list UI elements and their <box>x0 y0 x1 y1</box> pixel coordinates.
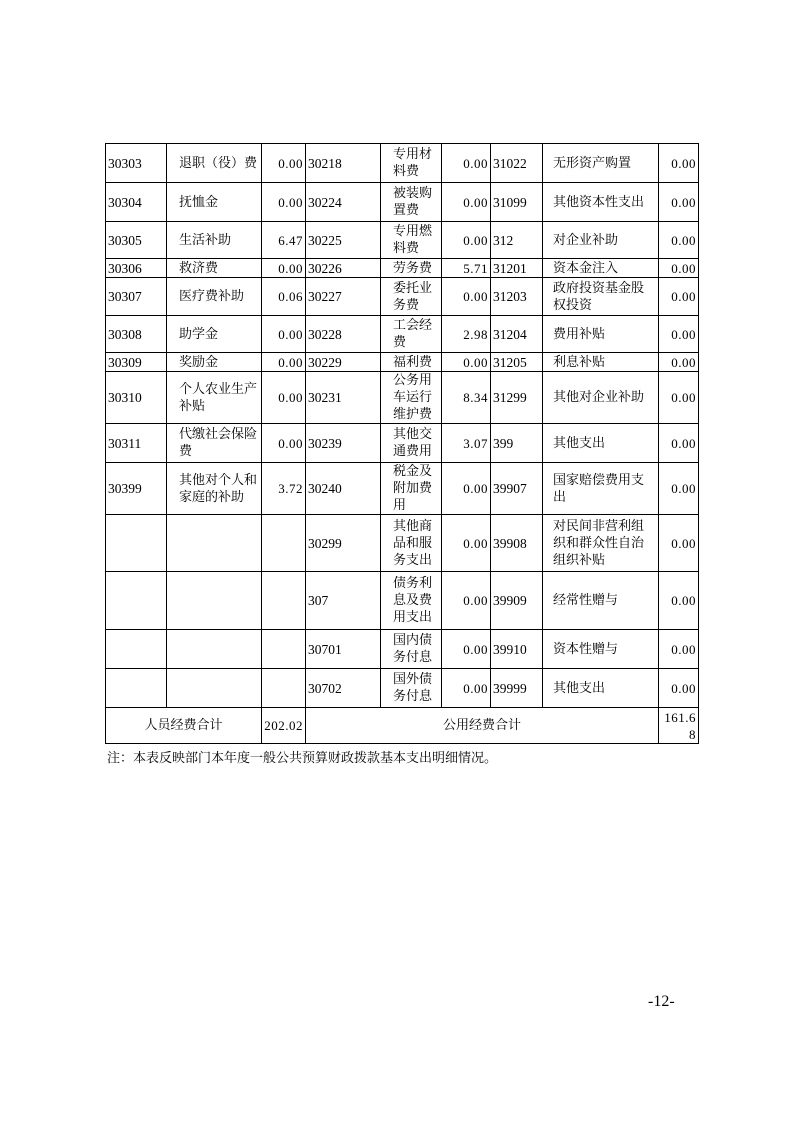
item-code: 30303 <box>106 144 167 183</box>
item-name: 其他对个人和家庭的补助 <box>167 463 262 515</box>
item-name: 资本性赠与 <box>543 630 659 669</box>
item-amount: 0.00 <box>659 424 699 463</box>
item-amount: 0.00 <box>659 372 699 424</box>
item-name: 医疗费补助 <box>167 278 262 316</box>
item-code: 30310 <box>106 372 167 424</box>
item-name <box>167 669 262 708</box>
item-name: 无形资产购置 <box>543 144 659 183</box>
item-amount: 0.00 <box>442 353 491 372</box>
item-code: 31022 <box>491 144 543 183</box>
item-amount: 0.00 <box>659 515 699 572</box>
item-name: 被装购置费 <box>381 183 442 222</box>
item-code: 30225 <box>306 222 381 259</box>
item-name: 税金及附加费用 <box>381 463 442 515</box>
item-code: 31201 <box>491 259 543 278</box>
item-code <box>106 515 167 572</box>
public-total-value: 161.68 <box>659 708 699 744</box>
item-name <box>167 630 262 669</box>
item-code: 30239 <box>306 424 381 463</box>
item-name: 个人农业生产补贴 <box>167 372 262 424</box>
item-code: 31204 <box>491 316 543 353</box>
item-code: 399 <box>491 424 543 463</box>
item-code: 30224 <box>306 183 381 222</box>
item-name: 其他商品和服务支出 <box>381 515 442 572</box>
table-note: 注：本表反映部门本年度一般公共预算财政拨款基本支出明细情况。 <box>107 751 498 766</box>
item-name: 政府投资基金股权投资 <box>543 278 659 316</box>
item-amount <box>262 572 306 630</box>
item-code <box>106 572 167 630</box>
item-code: 31099 <box>491 183 543 222</box>
item-name: 其他支出 <box>543 424 659 463</box>
item-name: 委托业务费 <box>381 278 442 316</box>
item-code: 30306 <box>106 259 167 278</box>
item-name: 工会经费 <box>381 316 442 353</box>
item-code: 30702 <box>306 669 381 708</box>
item-name: 国家赔偿费用支出 <box>543 463 659 515</box>
item-name: 费用补贴 <box>543 316 659 353</box>
item-amount: 0.00 <box>262 183 306 222</box>
table-row <box>106 372 699 424</box>
table-row <box>106 222 699 259</box>
table-row <box>106 183 699 222</box>
item-code: 30229 <box>306 353 381 372</box>
item-code: 30311 <box>106 424 167 463</box>
item-name: 资本金注入 <box>543 259 659 278</box>
item-code: 30226 <box>306 259 381 278</box>
item-amount: 0.00 <box>659 278 699 316</box>
item-amount: 0.00 <box>442 463 491 515</box>
table-row <box>106 463 699 515</box>
item-code: 30227 <box>306 278 381 316</box>
item-amount: 0.00 <box>659 353 699 372</box>
item-code: 39999 <box>491 669 543 708</box>
item-amount: 0.00 <box>659 463 699 515</box>
table-row <box>106 630 699 669</box>
item-code: 39908 <box>491 515 543 572</box>
item-name: 其他对企业补助 <box>543 372 659 424</box>
item-name: 利息补贴 <box>543 353 659 372</box>
item-name: 公务用车运行维护费 <box>381 372 442 424</box>
item-amount: 0.00 <box>442 278 491 316</box>
item-amount: 3.07 <box>442 424 491 463</box>
expenditure-detail-table <box>105 143 699 744</box>
item-code: 30309 <box>106 353 167 372</box>
item-code <box>106 669 167 708</box>
public-total-label: 公用经费合计 <box>306 708 659 744</box>
table-row <box>106 316 699 353</box>
item-code: 39907 <box>491 463 543 515</box>
item-code: 30399 <box>106 463 167 515</box>
item-amount: 0.00 <box>442 630 491 669</box>
item-name: 劳务费 <box>381 259 442 278</box>
item-code: 30701 <box>306 630 381 669</box>
item-code: 39909 <box>491 572 543 630</box>
item-name: 其他资本性支出 <box>543 183 659 222</box>
item-name: 救济费 <box>167 259 262 278</box>
item-amount: 0.00 <box>262 424 306 463</box>
item-code: 30304 <box>106 183 167 222</box>
item-code <box>106 630 167 669</box>
item-name: 专用材料费 <box>381 144 442 183</box>
item-code: 30299 <box>306 515 381 572</box>
item-amount: 0.06 <box>262 278 306 316</box>
item-name: 专用燃料费 <box>381 222 442 259</box>
item-name: 对企业补助 <box>543 222 659 259</box>
item-amount: 3.72 <box>262 463 306 515</box>
item-name <box>167 572 262 630</box>
item-amount: 0.00 <box>659 630 699 669</box>
item-name: 生活补助 <box>167 222 262 259</box>
item-amount: 8.34 <box>442 372 491 424</box>
item-amount: 2.98 <box>442 316 491 353</box>
personnel-total-label: 人员经费合计 <box>106 708 262 744</box>
item-amount: 0.00 <box>442 515 491 572</box>
table-row <box>106 515 699 572</box>
item-name: 助学金 <box>167 316 262 353</box>
item-amount: 0.00 <box>659 183 699 222</box>
item-code: 31205 <box>491 353 543 372</box>
item-code: 30228 <box>306 316 381 353</box>
item-amount <box>262 669 306 708</box>
item-amount: 0.00 <box>659 572 699 630</box>
item-amount: 6.47 <box>262 222 306 259</box>
table-row <box>106 669 699 708</box>
item-amount: 0.00 <box>442 572 491 630</box>
item-amount: 5.71 <box>442 259 491 278</box>
item-name: 经常性赠与 <box>543 572 659 630</box>
item-amount: 0.00 <box>262 144 306 183</box>
item-amount: 0.00 <box>262 316 306 353</box>
item-code: 30231 <box>306 372 381 424</box>
item-amount: 0.00 <box>262 259 306 278</box>
item-amount: 0.00 <box>262 372 306 424</box>
personnel-total-value: 202.02 <box>262 708 306 744</box>
item-amount: 0.00 <box>659 259 699 278</box>
item-name: 抚恤金 <box>167 183 262 222</box>
item-code: 30240 <box>306 463 381 515</box>
item-name: 国外债务付息 <box>381 669 442 708</box>
table-row <box>106 259 699 278</box>
item-name: 债务利息及费用支出 <box>381 572 442 630</box>
item-amount: 0.00 <box>442 183 491 222</box>
item-amount: 0.00 <box>659 144 699 183</box>
item-name: 退职（役）费 <box>167 144 262 183</box>
item-amount: 0.00 <box>659 316 699 353</box>
table-row <box>106 278 699 316</box>
item-code: 39910 <box>491 630 543 669</box>
item-name <box>167 515 262 572</box>
item-amount <box>262 515 306 572</box>
item-amount <box>262 630 306 669</box>
item-code: 31299 <box>491 372 543 424</box>
item-name: 代缴社会保险费 <box>167 424 262 463</box>
item-name: 对民间非营利组织和群众性自治组织补贴 <box>543 515 659 572</box>
item-amount: 0.00 <box>442 222 491 259</box>
item-code: 31203 <box>491 278 543 316</box>
item-amount: 0.00 <box>659 669 699 708</box>
item-code: 30308 <box>106 316 167 353</box>
table-row <box>106 144 699 183</box>
item-name: 其他支出 <box>543 669 659 708</box>
item-amount: 0.00 <box>659 222 699 259</box>
item-amount: 0.00 <box>262 353 306 372</box>
item-code: 30307 <box>106 278 167 316</box>
item-code: 312 <box>491 222 543 259</box>
item-name: 奖励金 <box>167 353 262 372</box>
item-name: 福利费 <box>381 353 442 372</box>
item-name: 国内债务付息 <box>381 630 442 669</box>
item-amount: 0.00 <box>442 669 491 708</box>
item-amount: 0.00 <box>442 144 491 183</box>
item-name: 其他交通费用 <box>381 424 442 463</box>
table-row <box>106 424 699 463</box>
table-row <box>106 572 699 630</box>
item-code: 30218 <box>306 144 381 183</box>
page-number: -12- <box>648 993 675 1010</box>
table-row <box>106 353 699 372</box>
totals-row <box>106 708 699 744</box>
item-code: 30305 <box>106 222 167 259</box>
item-code: 307 <box>306 572 381 630</box>
